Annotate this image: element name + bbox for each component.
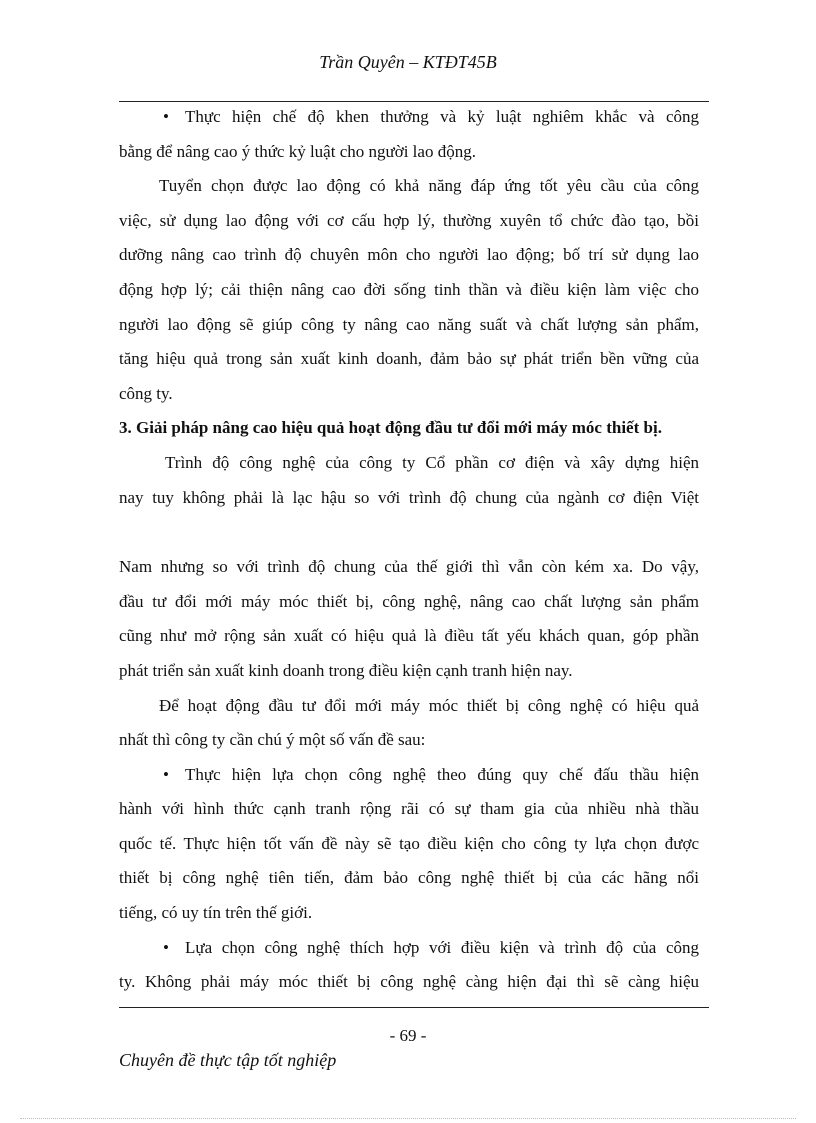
text-line: quốc tế. Thực hiện tốt vấn đề này sẽ tạo điều kiện cho công ty lựa chọn được [119, 833, 699, 853]
text-line: hành với hình thức cạnh tranh rộng rãi có sự tham gia của nhiều nhà thầu [119, 799, 699, 819]
text-line: dưỡng nâng cao trình độ chuyên môn cho người lao động; bố trí sử dụng lao [119, 245, 699, 265]
bullet-line [119, 931, 699, 966]
text-line: phát triển sản xuất kinh doanh trong điều kiện cạnh tranh hiện nay. [119, 660, 573, 680]
footer-title: Chuyên đề thực tập tốt nghiệp [119, 1050, 337, 1070]
text-line: người lao động sẽ giúp công ty nâng cao năng suất và chất lượng sản phẩm, [119, 314, 699, 334]
text-line: cũng như mở rộng sản xuất có hiệu quả là điều tất yếu khách quan, góp phần [119, 626, 699, 646]
text-line: Để hoạt động đầu tư đổi mới máy móc thiết bị công nghệ có hiệu quả [159, 695, 699, 715]
text-line: việc, sử dụng lao động với cơ cấu hợp lý, thường xuyên tổ chức đào tạo, bồi [119, 210, 699, 230]
text-line: Nam nhưng so với trình độ chung của thế giới thì vẫn còn kém xa. Do vậy, [119, 557, 699, 577]
page-body [119, 100, 699, 1000]
bullet-line [119, 100, 699, 135]
text-line: đầu tư đổi mới máy móc thiết bị, công nghệ, nâng cao chất lượng sản phẩm [119, 591, 699, 611]
bullet-line [119, 758, 699, 793]
text-line: tăng hiệu quả trong sản xuất kinh doanh, đảm bảo sự phát triển bền vững của [119, 349, 699, 369]
footer-rule [119, 1007, 709, 1008]
text-line: nhất thì công ty cần chú ý một số vấn đề sau: [119, 730, 426, 750]
text-line: ty. Không phải máy móc thiết bị công nghệ càng hiện đại thì sẽ càng hiệu [119, 972, 699, 992]
bullet-text: Thực hiện lựa chọn công nghệ theo đúng quy chế đấu thầu hiện [185, 764, 699, 784]
bullet-text: Lựa chọn công nghệ thích hợp với điều kiện và trình độ của công [185, 937, 699, 957]
text-line: Trình độ công nghệ của công ty Cổ phần cơ điện và xây dựng hiện [165, 452, 699, 472]
bullet-text: Thực hiện chế độ khen thưởng và kỷ luật nghiêm khắc và công [185, 107, 699, 126]
header-title: Trần Quyên – KTĐT45B [319, 52, 497, 72]
text-line: động hợp lý; cải thiện nâng cao đời sống tinh thần và điều kiện làm việc cho [119, 279, 699, 299]
page-edge-divider [20, 1118, 796, 1119]
text-line: nay tuy không phải là lạc hậu so với trình độ chung của ngành cơ điện Việt [119, 487, 699, 507]
section-heading: 3. Giải pháp nâng cao hiệu quả hoạt động đầu tư đổi mới máy móc thiết bị. [119, 418, 662, 438]
text-line: công ty. [119, 383, 173, 403]
text-line: tiếng, có uy tín trên thế giới. [119, 903, 313, 923]
text-line: Tuyển chọn được lao động có khả năng đáp ứng tốt yêu cầu của công [159, 176, 699, 196]
text-line: thiết bị công nghệ tiên tiến, đảm bảo công nghệ thiết bị của các hãng nổi [119, 868, 699, 888]
text-line: bằng để nâng cao ý thức kỷ luật cho người lao động. [119, 141, 476, 161]
page-break-gap [119, 515, 699, 550]
page-number: - 69 - [389, 1026, 427, 1045]
